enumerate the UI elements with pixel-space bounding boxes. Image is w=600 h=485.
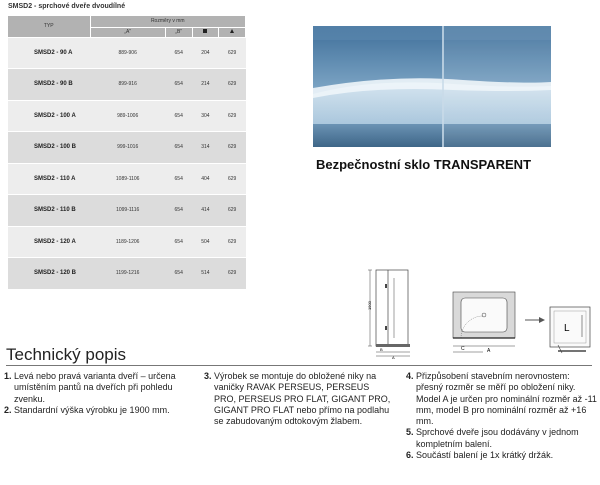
photo-caption: Bezpečnostní sklo TRANSPARENT [316, 157, 532, 172]
triangle-cell: 629 [219, 100, 246, 132]
l-handle-diagram [548, 305, 592, 357]
square-cell: 214 [192, 69, 219, 101]
notes-column-2 [204, 371, 392, 427]
note-number: 4. [406, 371, 414, 381]
square-cell: 304 [192, 100, 219, 132]
a-cell: 889-906 [90, 37, 165, 69]
column-header-dimensions: Rozměry v mm [90, 16, 246, 27]
bathtub-photo-image [313, 26, 551, 147]
product-photo [313, 26, 551, 147]
a-cell: 989-1006 [90, 100, 165, 132]
notes-column-3 [406, 371, 598, 461]
square-cell: 514 [192, 258, 219, 290]
l-label: L [564, 323, 570, 334]
square-cell: 314 [192, 132, 219, 164]
note-number: 3. [204, 371, 212, 381]
dimensions-table [8, 16, 246, 290]
arrow-icon [525, 312, 545, 322]
square-cell: 414 [192, 195, 219, 227]
a-cell: 1189-1206 [90, 226, 165, 258]
title-divider [6, 365, 592, 366]
note-text: Přizpůsobení stavebním nerovnostem: přesný rozměr se měří po obložení niky. Model A je určen pro nominální rozměr až -11 mm, model B pro nominální rozměr až +16 mm. [416, 371, 597, 427]
table-row [8, 195, 246, 227]
b-cell: 654 [165, 163, 192, 195]
plan-view-diagram [449, 290, 519, 360]
column-header-type: TYP [8, 16, 90, 37]
front-b-label: B [380, 347, 383, 352]
note-text: Výrobek se montuje do obložené niky na vaničky RAVAK PERSEUS, PERSEUS PRO, PERSEUS PRO FLAT, GIGANT PRO, GIGANT PRO FLAT nebo přímo na podlahu se zabudovaným odtokovým žlabem. [214, 371, 391, 427]
plan-c-label: C [461, 346, 465, 352]
note-text: Součástí balení je 1x krátký držák. [416, 450, 554, 461]
a-cell: 1199-1216 [90, 258, 165, 290]
column-header-square [192, 27, 219, 37]
type-cell: SMSD2 - 120 A [8, 226, 90, 258]
triangle-cell: 629 [219, 258, 246, 290]
note-text: Sprchové dveře jsou dodávány v jednom kompletním balení. [416, 427, 579, 449]
note-item [406, 450, 598, 461]
b-cell: 654 [165, 100, 192, 132]
b-cell: 654 [165, 37, 192, 69]
triangle-icon [230, 29, 234, 33]
a-cell: 1099-1116 [90, 195, 165, 227]
note-text: Standardní výška výrobku je 1900 mm. [14, 404, 170, 415]
triangle-cell: 629 [219, 132, 246, 164]
column-header-a: „A“ [90, 27, 165, 37]
front-elevation-diagram [366, 268, 418, 360]
front-a-label: A [392, 355, 395, 360]
type-cell: SMSD2 - 110 A [8, 163, 90, 195]
square-cell: 404 [192, 163, 219, 195]
b-cell: 654 [165, 226, 192, 258]
type-cell: SMSD2 - 90 B [8, 69, 90, 101]
type-cell: SMSD2 - 100 B [8, 132, 90, 164]
column-header-b: „B“ [165, 27, 192, 37]
triangle-cell: 629 [219, 37, 246, 69]
note-number: 1. [4, 371, 12, 381]
triangle-cell: 629 [219, 69, 246, 101]
note-item [406, 371, 598, 427]
triangle-cell: 629 [219, 163, 246, 195]
table-row [8, 258, 246, 290]
a-cell: 899-916 [90, 69, 165, 101]
square-cell: 504 [192, 226, 219, 258]
note-number: 5. [406, 427, 414, 438]
triangle-cell: 629 [219, 195, 246, 227]
notes-column-1 [4, 371, 196, 416]
triangle-cell: 629 [219, 226, 246, 258]
b-cell: 654 [165, 132, 192, 164]
note-number: 2. [4, 404, 12, 415]
table-row [8, 132, 246, 164]
a-cell: 999-1016 [90, 132, 165, 164]
table-row [8, 69, 246, 101]
type-cell: SMSD2 - 110 B [8, 195, 90, 227]
a-cell: 1089-1106 [90, 163, 165, 195]
front-height-label: 1900 [367, 301, 372, 310]
type-cell: SMSD2 - 100 A [8, 100, 90, 132]
table-row [8, 37, 246, 69]
note-item [4, 371, 196, 405]
table-row [8, 226, 246, 258]
type-cell: SMSD2 - 90 A [8, 37, 90, 69]
note-item [406, 427, 598, 450]
square-icon [203, 29, 207, 33]
note-text: Levá nebo pravá varianta dveří – určena umístěním pantů na dveřích při pohledu zvenku. [14, 371, 176, 404]
note-item [204, 371, 392, 427]
type-cell: SMSD2 - 120 B [8, 258, 90, 290]
table-row [8, 100, 246, 132]
table-body [8, 37, 246, 289]
b-cell: 654 [165, 258, 192, 290]
note-number: 6. [406, 450, 414, 461]
b-cell: 654 [165, 69, 192, 101]
square-cell: 204 [192, 37, 219, 69]
note-item [4, 405, 196, 416]
b-cell: 654 [165, 195, 192, 227]
plan-a-label: A [487, 348, 491, 354]
section-title: Technický popis [6, 345, 127, 364]
column-header-triangle [219, 27, 246, 37]
table-row [8, 163, 246, 195]
document-heading: SMSD2 - sprchové dveře dvoudílné [8, 3, 126, 10]
